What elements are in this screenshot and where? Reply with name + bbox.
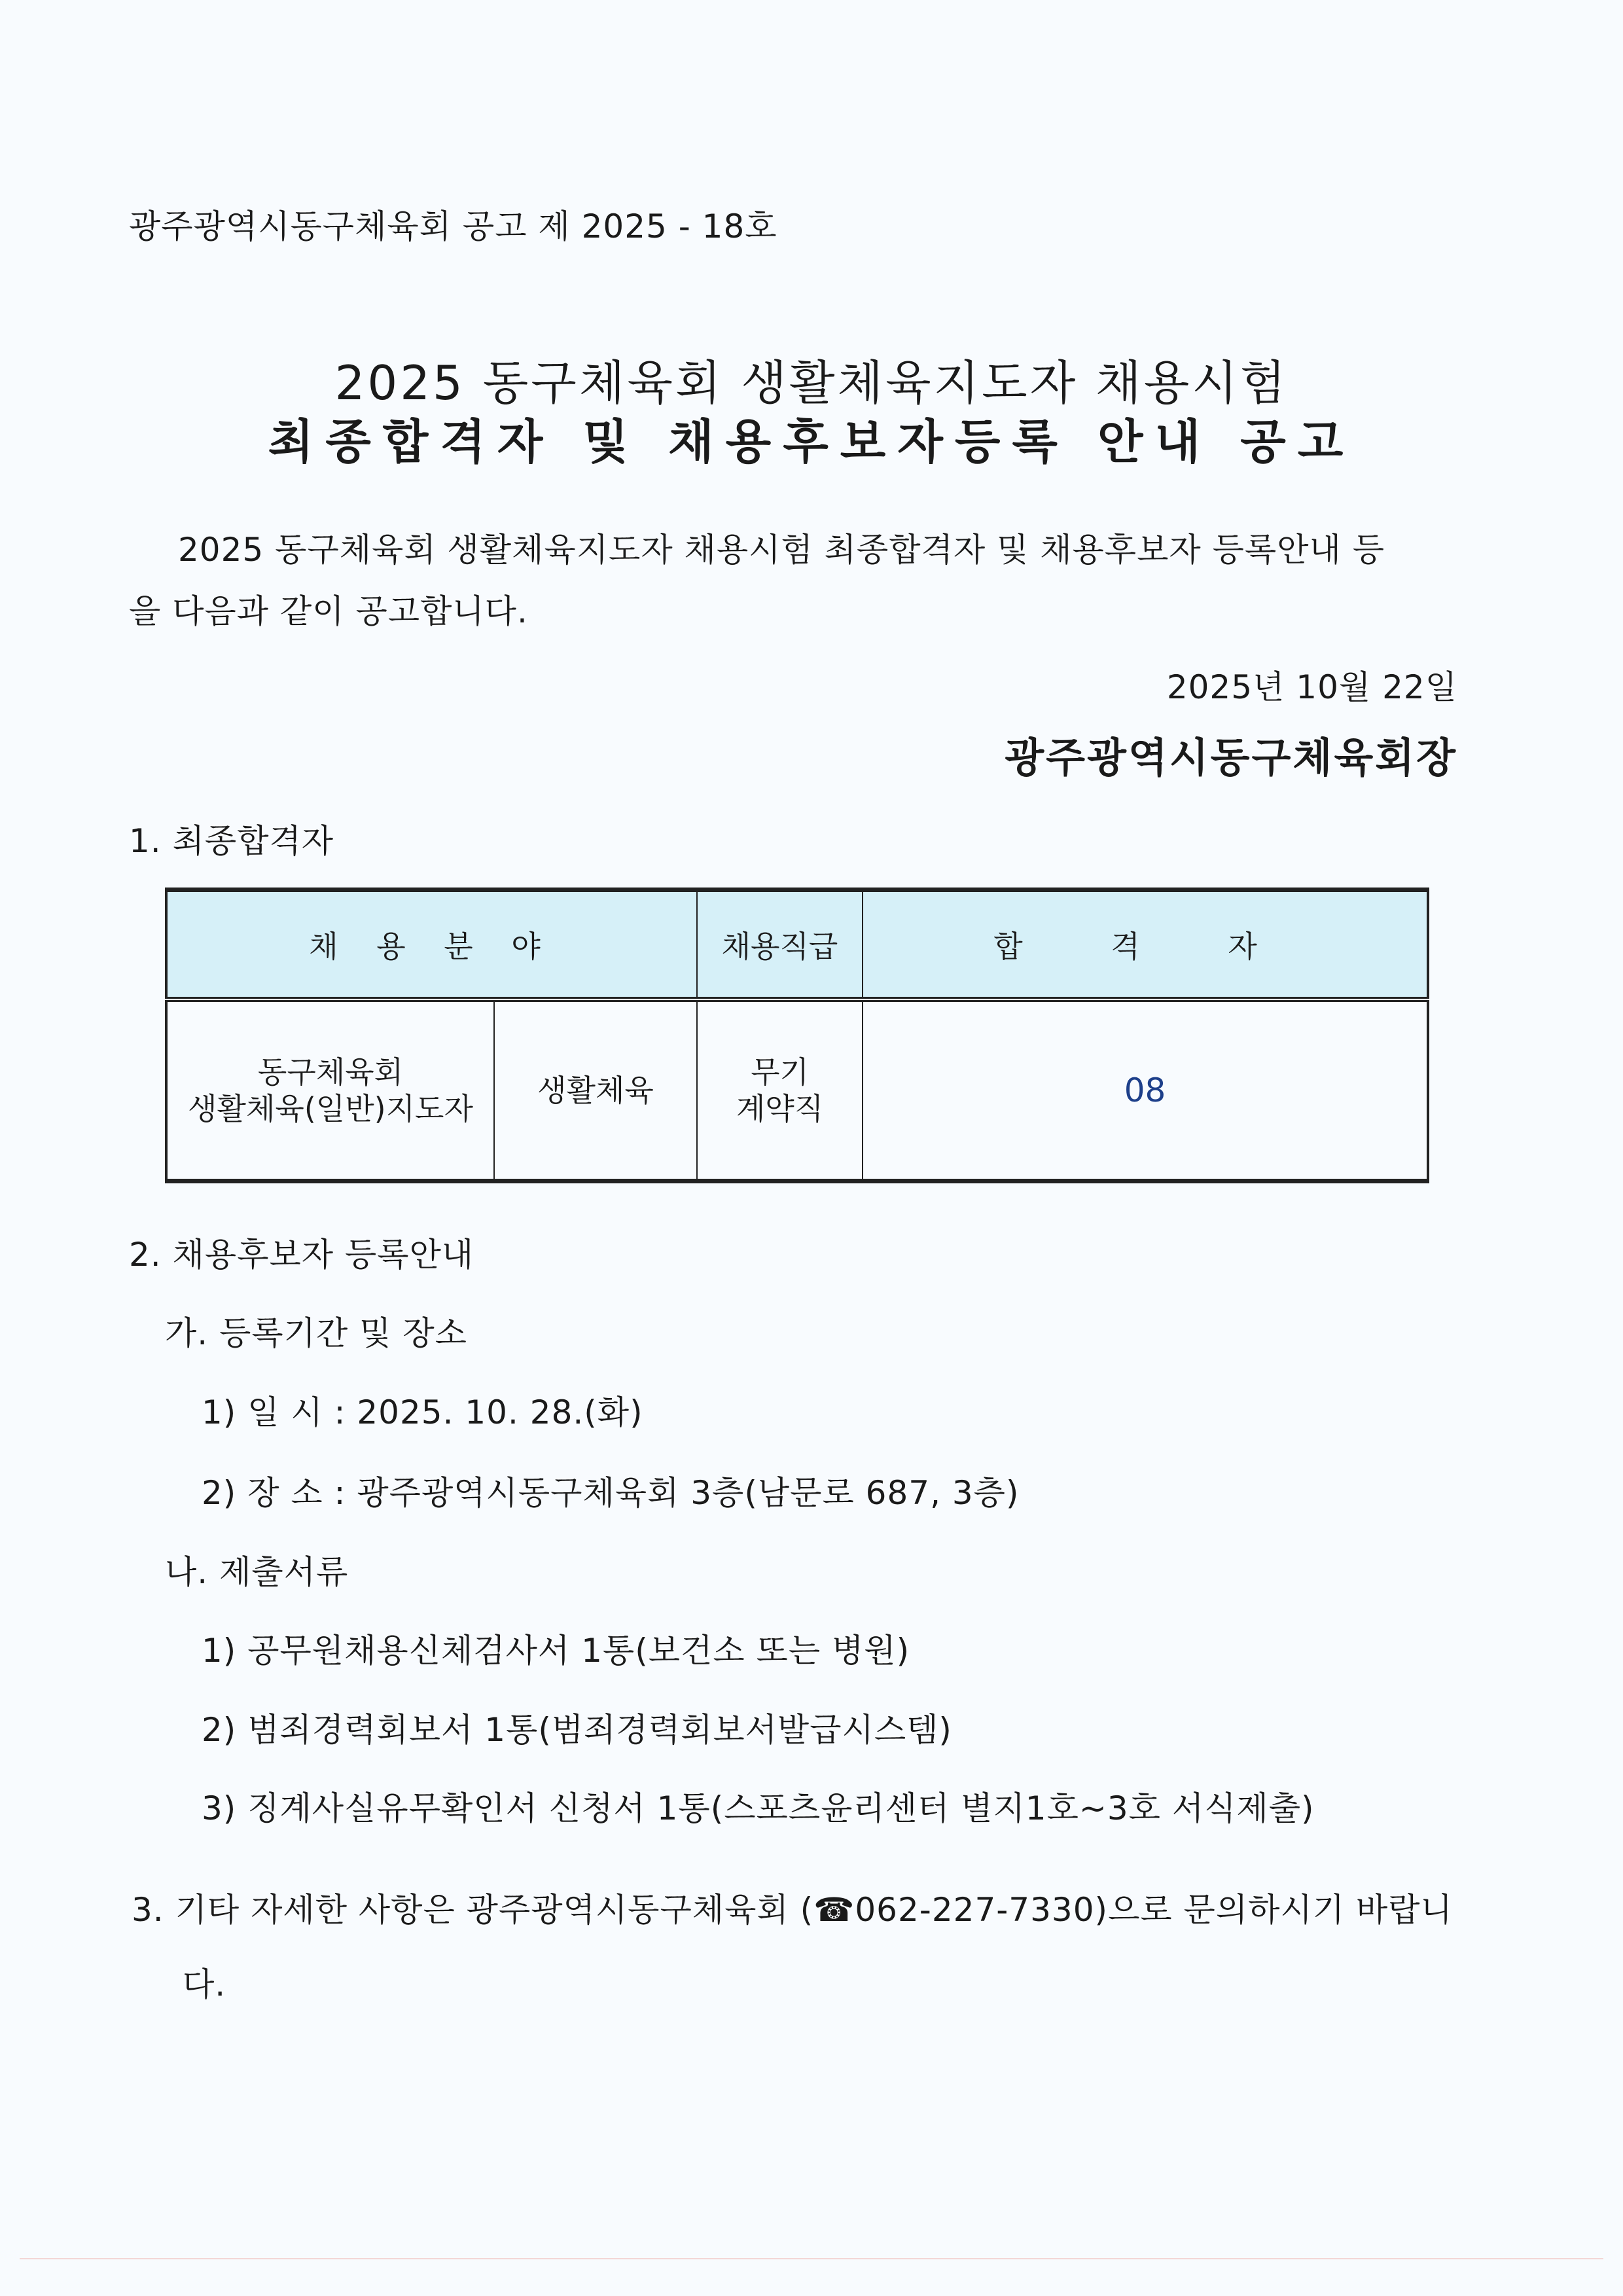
- page-title-line1: 2025 동구체육회 생활체육지도자 채용시험: [334, 355, 1289, 410]
- section2b-item: 1) 공무원채용신체검사서 1통(보건소 또는 병원): [202, 1632, 910, 1670]
- header-field: 채 용 분 야: [166, 890, 697, 1000]
- issuer-name: 광주광역시동구체육회장: [1005, 734, 1457, 781]
- section3-line2: 다.: [183, 1965, 226, 2003]
- field-line1: 동구체육회: [257, 1054, 404, 1090]
- intro-line2: 을 다음과 같이 공고합니다.: [129, 592, 528, 630]
- section2b-item: 2) 범죄경력회보서 1통(범죄경력회보서발급시스템): [202, 1711, 952, 1749]
- intro-line1: 2025 동구체육회 생활체육지도자 채용시험 최종합격자 및 채용후보자 등록안내 등: [178, 531, 1385, 569]
- cell-passer: 08: [863, 999, 1428, 1181]
- section2a-heading: 가. 등록기간 및 장소: [165, 1314, 467, 1352]
- table-header-row: [166, 890, 1428, 1000]
- section2a-item: 1) 일 시 : 2025. 10. 28.(화): [202, 1393, 643, 1431]
- header-passer: 합 격 자: [863, 890, 1428, 1000]
- section2b-item: 3) 징계사실유무확인서 신청서 1통(스포츠윤리센터 별지1호~3호 서식제출): [202, 1789, 1315, 1827]
- section3-line1: 3. 기타 자세한 사항은 광주광역시동구체육회 (☎062-227-7330)으로 문의하시기 바랍니: [132, 1891, 1453, 1929]
- final-passers-table: [165, 888, 1429, 1183]
- table-row: [166, 999, 1428, 1181]
- cell-field: [166, 999, 494, 1181]
- grade-line2: 계약직: [736, 1091, 824, 1126]
- notice-number: 광주광역시동구체육회 공고 제 2025 - 18호: [129, 207, 777, 245]
- section2-heading: 2. 채용후보자 등록안내: [129, 1236, 474, 1274]
- cell-grade: [697, 999, 863, 1181]
- section2b-heading: 나. 제출서류: [165, 1553, 349, 1591]
- section1-heading: 1. 최종합격자: [129, 822, 334, 860]
- notice-date: 2025년 10월 22일: [1166, 668, 1457, 706]
- header-grade: 채용직급: [697, 890, 863, 1000]
- field-line2: 생활체육(일반)지도자: [188, 1091, 473, 1126]
- section2a-item: 2) 장 소 : 광주광역시동구체육회 3층(남문로 687, 3층): [202, 1474, 1020, 1512]
- grade-line1: 무기: [751, 1054, 809, 1090]
- page-bottom-divider: [20, 2258, 1603, 2259]
- cell-subfield: 생활체육: [494, 999, 697, 1181]
- page-title-line2: 최종합격자 및 채용후보자등록 안내 공고: [268, 414, 1355, 469]
